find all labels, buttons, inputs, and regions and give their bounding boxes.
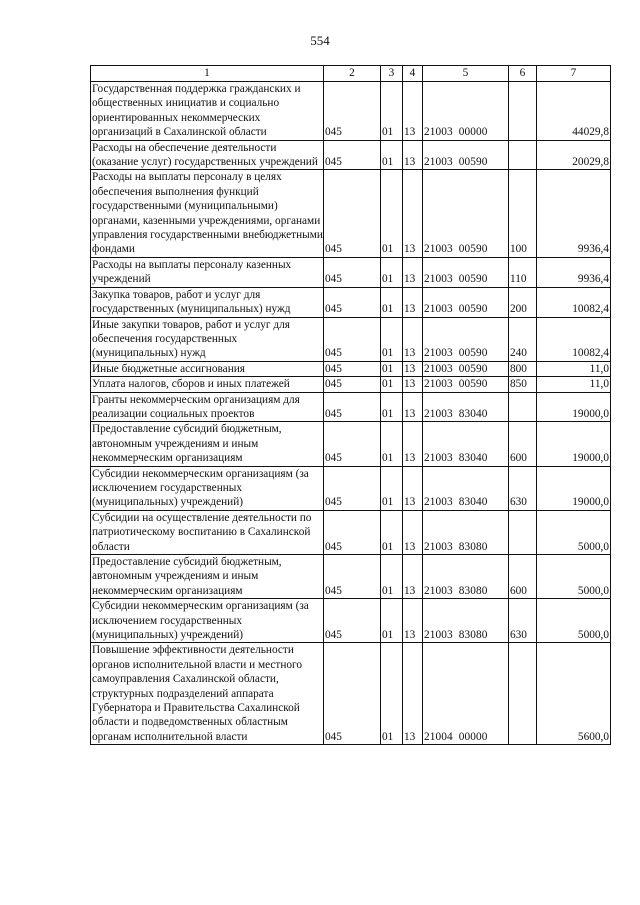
row-article-code: 83080	[458, 540, 488, 553]
row-name: Субсидии на осуществление деятельности по патриотическому воспитанию в Сахалинской области	[91, 510, 324, 554]
row-expense-type: 600	[509, 422, 537, 466]
row-expense-type: 630	[509, 599, 537, 643]
row-subsection-code: 13	[403, 510, 423, 554]
row-target-article	[423, 422, 509, 466]
row-expense-type: 850	[509, 377, 537, 392]
row-section-code: 01	[381, 555, 403, 599]
row-target-article	[423, 643, 509, 745]
row-section-code: 01	[381, 257, 403, 287]
row-name: Расходы на выплаты персоналу в целях обеспечения выполнения функций государственными (муниципальными) органами, казенными учреждениями, органами управления государственными внебюджетными фондами	[92, 171, 323, 256]
row-program-code: 21003	[424, 303, 453, 316]
row-subsection-code: 13	[403, 422, 423, 466]
row-ministry-code: 045	[324, 140, 381, 170]
row-section-code: 01	[381, 377, 403, 392]
row-article-code: 00000	[458, 126, 488, 139]
row-program-code: 21003	[424, 407, 453, 420]
row-section-code: 01	[381, 422, 403, 466]
table-row	[91, 392, 611, 422]
table-body	[91, 66, 611, 745]
row-name: Предоставление субсидий бюджетным, автономным учреждениям и иным некоммерческим организациям	[91, 555, 324, 599]
row-section-code: 01	[381, 599, 403, 643]
row-ministry-code: 045	[324, 257, 381, 287]
row-ministry-code: 045	[324, 287, 381, 317]
row-article-code: 00590	[458, 378, 488, 391]
row-ministry-code: 045	[324, 599, 381, 643]
row-program-code: 21003	[424, 496, 453, 509]
row-subsection-code: 13	[403, 257, 423, 287]
row-ministry-code: 045	[324, 392, 381, 422]
row-section-code: 01	[381, 170, 403, 257]
row-name: Уплата налогов, сборов и иных платежей	[91, 377, 324, 392]
header-cell-expense-type: 6	[509, 66, 537, 82]
row-article-code: 00590	[458, 156, 488, 169]
row-section-code: 01	[381, 643, 403, 745]
row-expense-type	[509, 82, 537, 141]
table-row	[91, 510, 611, 554]
row-subsection-code: 13	[403, 599, 423, 643]
row-ministry-code: 045	[324, 82, 381, 141]
row-target-article	[423, 392, 509, 422]
row-amount: 19000,0	[537, 466, 611, 510]
row-subsection-code: 13	[403, 555, 423, 599]
row-ministry-code: 045	[324, 555, 381, 599]
row-article-code: 83040	[458, 496, 488, 509]
row-program-code: 21003	[424, 243, 453, 256]
row-target-article	[423, 287, 509, 317]
budget-table	[90, 65, 611, 745]
row-ministry-code: 045	[324, 510, 381, 554]
row-expense-type: 110	[509, 257, 537, 287]
row-program-code: 21003	[424, 126, 453, 139]
row-article-code: 00590	[458, 303, 488, 316]
row-subsection-code: 13	[403, 361, 423, 376]
row-article-code: 83040	[458, 452, 488, 465]
row-program-code: 21003	[424, 378, 453, 391]
row-target-article	[423, 170, 509, 257]
row-section-code: 01	[381, 140, 403, 170]
table-row	[91, 317, 611, 361]
row-name: Повышение эффективности деятельности органов исполнительной власти и местного самоуправления Сахалинской области, структурных подразделений аппарата Губернатора и Правительства Сахалинской области и подведомственных областным органам исполнительной власти	[91, 643, 324, 745]
table-row	[91, 466, 611, 510]
row-program-code: 21003	[424, 629, 453, 642]
row-expense-type: 600	[509, 555, 537, 599]
row-section-code: 01	[381, 82, 403, 141]
header-cell-section: 3	[381, 66, 403, 82]
header-row	[91, 66, 611, 82]
row-amount: 11,0	[537, 377, 611, 392]
row-expense-type	[509, 392, 537, 422]
row-subsection-code: 13	[403, 392, 423, 422]
row-expense-type: 240	[509, 317, 537, 361]
row-section-code: 01	[381, 361, 403, 376]
row-article-code: 83040	[458, 407, 488, 420]
row-amount: 19000,0	[537, 422, 611, 466]
row-program-code: 21003	[424, 362, 453, 375]
row-target-article	[423, 599, 509, 643]
row-expense-type: 800	[509, 361, 537, 376]
row-name: Расходы на выплаты персоналу казенных учреждений	[91, 257, 324, 287]
table-row	[91, 643, 611, 745]
row-section-code: 01	[381, 317, 403, 361]
row-target-article	[423, 317, 509, 361]
row-program-code: 21003	[424, 347, 453, 360]
table-row	[91, 422, 611, 466]
row-target-article	[423, 377, 509, 392]
row-article-code: 00590	[458, 243, 488, 256]
row-target-article	[423, 257, 509, 287]
row-article-code: 83080	[458, 584, 488, 597]
header-cell-target-article: 5	[423, 66, 509, 82]
row-article-code: 00000	[458, 730, 488, 743]
row-program-code: 21003	[424, 540, 453, 553]
row-target-article	[423, 361, 509, 376]
row-ministry-code: 045	[324, 170, 381, 257]
table-row	[91, 599, 611, 643]
row-amount: 10082,4	[537, 287, 611, 317]
row-target-article	[423, 140, 509, 170]
row-amount: 9936,4	[537, 257, 611, 287]
row-name: Иные закупки товаров, работ и услуг для обеспечения государственных (муниципальных) нужд	[91, 317, 324, 361]
row-expense-type	[509, 140, 537, 170]
row-section-code: 01	[381, 466, 403, 510]
row-subsection-code: 13	[403, 466, 423, 510]
row-section-code: 01	[381, 510, 403, 554]
row-subsection-code: 13	[403, 82, 423, 141]
row-article-code: 83080	[458, 629, 488, 642]
row-amount: 5600,0	[537, 643, 611, 745]
row-target-article	[423, 82, 509, 141]
row-program-code: 21003	[424, 452, 453, 465]
row-ministry-code: 045	[324, 317, 381, 361]
row-expense-type	[509, 510, 537, 554]
row-amount: 9936,4	[537, 170, 611, 257]
row-expense-type: 200	[509, 287, 537, 317]
row-name: Расходы на обеспечение деятельности (оказание услуг) государственных учреждений	[91, 140, 324, 170]
page-number: 554	[310, 33, 330, 48]
row-ministry-code: 045	[324, 361, 381, 376]
row-amount: 19000,0	[537, 392, 611, 422]
row-name: Субсидии некоммерческим организациям (за исключением государственных (муниципальных) учреждений)	[91, 599, 324, 643]
row-target-article	[423, 510, 509, 554]
row-expense-type: 630	[509, 466, 537, 510]
row-program-code: 21003	[424, 584, 453, 597]
row-subsection-code: 13	[403, 643, 423, 745]
row-section-code: 01	[381, 392, 403, 422]
table-row	[91, 82, 611, 141]
header-cell-amount: 7	[537, 66, 611, 82]
row-subsection-code: 13	[403, 317, 423, 361]
row-ministry-code: 045	[324, 643, 381, 745]
row-amount: 44029,8	[537, 82, 611, 141]
row-section-code: 01	[381, 287, 403, 317]
header-cell-name: 1	[91, 66, 324, 82]
row-amount: 5000,0	[537, 599, 611, 643]
row-expense-type: 100	[509, 170, 537, 257]
row-article-code: 00590	[458, 273, 488, 286]
row-name: Субсидии некоммерческим организациям (за исключением государственных (муниципальных) учреждений)	[91, 466, 324, 510]
row-program-code: 21003	[424, 156, 453, 169]
row-name: Государственная поддержка гражданских и общественных инициатив и социально ориентированных некоммерческих организаций в Сахалинской области	[91, 82, 324, 141]
table-row	[91, 257, 611, 287]
table-row	[91, 377, 611, 392]
row-ministry-code: 045	[324, 466, 381, 510]
row-amount: 20029,8	[537, 140, 611, 170]
row-amount: 10082,4	[537, 317, 611, 361]
table-row	[91, 555, 611, 599]
table-row	[91, 361, 611, 376]
row-subsection-code: 13	[403, 140, 423, 170]
row-article-code: 00590	[458, 347, 488, 360]
row-name: Закупка товаров, работ и услуг для государственных (муниципальных) нужд	[91, 287, 324, 317]
row-name: Гранты некоммерческим организациям для реализации социальных проектов	[91, 392, 324, 422]
table-row	[91, 170, 611, 257]
row-amount: 5000,0	[537, 510, 611, 554]
row-ministry-code: 045	[324, 377, 381, 392]
row-name: Иные бюджетные ассигнования	[91, 361, 324, 376]
row-subsection-code: 13	[403, 287, 423, 317]
row-subsection-code: 13	[403, 170, 423, 257]
row-amount: 5000,0	[537, 555, 611, 599]
row-subsection-code: 13	[403, 377, 423, 392]
row-program-code: 21004	[424, 730, 453, 743]
row-target-article	[423, 555, 509, 599]
row-expense-type	[509, 643, 537, 745]
row-target-article	[423, 466, 509, 510]
header-cell-ministry: 2	[324, 66, 381, 82]
row-ministry-code: 045	[324, 422, 381, 466]
table-row	[91, 140, 611, 170]
row-program-code: 21003	[424, 273, 453, 286]
table-row	[91, 287, 611, 317]
header-cell-subsection: 4	[403, 66, 423, 82]
row-name: Предоставление субсидий бюджетным, автономным учреждениям и иным некоммерческим организациям	[91, 422, 324, 466]
row-article-code: 00590	[458, 362, 488, 375]
row-amount: 11,0	[537, 361, 611, 376]
